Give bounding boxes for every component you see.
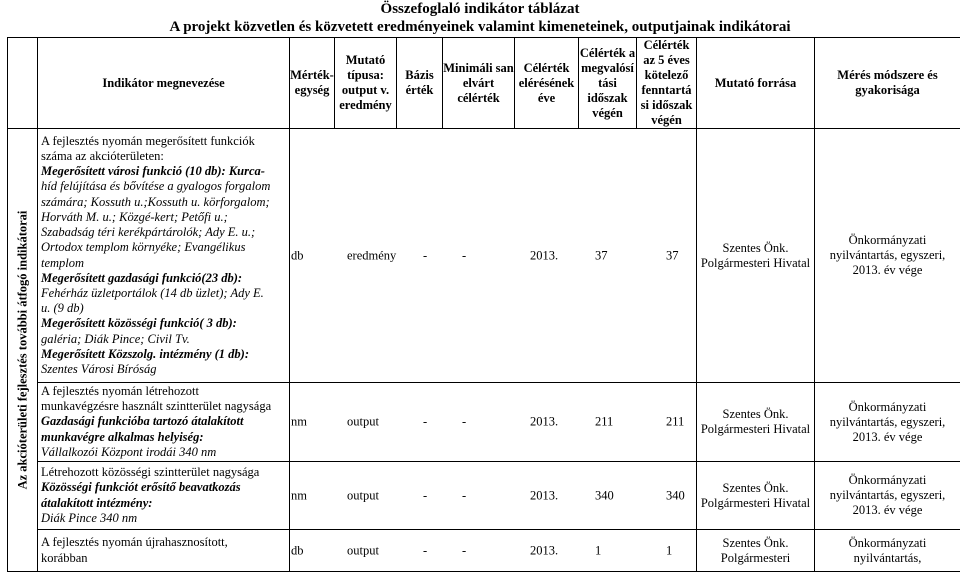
header-row	[8, 38, 960, 129]
description-line: száma az akcióterületen:	[41, 149, 286, 164]
indicator-description	[38, 530, 290, 572]
table-row	[8, 383, 960, 462]
method-cell: Önkormányzati nyilvántartás, egyszeri, 2013. év vége	[815, 129, 960, 383]
description-line: A fejlesztés nyomán megerősített funkciók	[41, 134, 286, 149]
base-value: -	[423, 415, 427, 430]
description-line: számára; Kossuth u.;Kossuth u. körforgalom;	[41, 195, 286, 210]
source-cell: Szentes Önk. Polgármesteri	[697, 530, 815, 572]
description-line: galéria; Diák Pince; Civil Tv.	[41, 332, 286, 347]
method-cell: Önkormányzati nyilvántartás,	[815, 530, 960, 572]
header-method: Mérés módszere és gyakorisága	[815, 38, 960, 129]
values-cell	[290, 530, 697, 572]
description-line: Gazdasági funkcióba tartozó átalakított	[41, 414, 286, 429]
description-line: Szabadság téri kerékpártárolók; Ady E. u.;	[41, 225, 286, 240]
description-line: Fehérház üzletportálok (14 db üzlet); Ady E.	[41, 286, 286, 301]
header-unit: Mérték-egység	[290, 38, 335, 129]
type-value: eredmény	[347, 248, 396, 263]
description-line: híd felújítása és bővítése a gyalogos forgalom	[41, 179, 286, 194]
description-line: Horváth M. u.; Közgé-kert; Petőfi u.;	[41, 210, 286, 225]
type-value: output	[347, 415, 379, 430]
target-year-value: 2013.	[530, 248, 558, 263]
table-row	[8, 530, 960, 572]
side-label-cell	[8, 129, 38, 572]
method-cell: Önkormányzati nyilvántartás, egyszeri, 2013. év vége	[815, 462, 960, 530]
description-line: Szentes Városi Bíróság	[41, 362, 286, 377]
description-line: templom	[41, 256, 286, 271]
source-cell: Szentes Önk. Polgármesteri Hivatal	[697, 462, 815, 530]
target-period-end-value: 1	[595, 543, 601, 558]
description-line: munkavégzésre használt szintterület nagysága	[41, 399, 286, 414]
target-5yr-value: 340	[666, 488, 685, 503]
description-line: Ortodox templom környéke; Evangélikus	[41, 240, 286, 255]
description-line: korábban	[41, 551, 286, 566]
indicator-description	[38, 129, 290, 383]
description-line: munkavégre alkalmas helyiség:	[41, 430, 286, 445]
values-cell	[290, 129, 697, 383]
target-period-end-value: 37	[595, 248, 608, 263]
indicator-table	[7, 37, 960, 572]
values-cell	[290, 462, 697, 530]
header-type: Mutató típusa: output v. eredmény	[335, 38, 397, 129]
target-year-value: 2013.	[530, 415, 558, 430]
target-5yr-value: 211	[666, 415, 684, 430]
min-target-value: -	[462, 415, 466, 430]
description-line: Megerősített Közszolg. intézmény (1 db):	[41, 347, 286, 362]
description-line: Közösségi funkciót erősítő beavatkozás	[41, 480, 286, 495]
target-period-end-value: 340	[595, 488, 614, 503]
type-value: output	[347, 488, 379, 503]
target-period-end-value: 211	[595, 415, 613, 430]
method-cell: Önkormányzati nyilvántartás, egyszeri, 2013. év vége	[815, 383, 960, 462]
description-line: átalakított intézmény:	[41, 496, 286, 511]
base-value: -	[423, 248, 427, 263]
side-label: Az akcióterületi fejlesztés további átfogó indikátorai	[15, 211, 30, 490]
header-base: Bázis érték	[397, 38, 443, 129]
description-line: A fejlesztés nyomán létrehozott	[41, 384, 286, 399]
min-target-value: -	[462, 543, 466, 558]
target-year-value: 2013.	[530, 488, 558, 503]
target-year-value: 2013.	[530, 543, 558, 558]
page-subtitle: A projekt közvetlen és közvetett eredményeinek valamint kimeneteinek, outputjainak indikátorai	[0, 19, 960, 35]
base-value: -	[423, 543, 427, 558]
min-target-value: -	[462, 248, 466, 263]
description-line: Vállalkozói Központ irodái 340 nm	[41, 445, 286, 460]
description-line: Megerősített gazdasági funkció(23 db):	[41, 271, 286, 286]
page-title: Összefoglaló indikátor táblázat	[0, 1, 960, 17]
description-line: A fejlesztés nyomán újrahasznosított,	[41, 535, 286, 550]
description-line: u. (9 db)	[41, 301, 286, 316]
table-row	[8, 129, 960, 383]
header-target-period-end: Célérték a megvalósí tási időszak végén	[579, 38, 637, 129]
description-line: Megerősített közösségi funkció( 3 db):	[41, 316, 286, 331]
values-cell	[290, 383, 697, 462]
indicator-description	[38, 383, 290, 462]
min-target-value: -	[462, 488, 466, 503]
header-corner	[8, 38, 38, 129]
base-value: -	[423, 488, 427, 503]
header-source: Mutató forrása	[697, 38, 815, 129]
description-line: Megerősített városi funkció (10 db): Kurca-	[41, 164, 286, 179]
unit-value: nm	[291, 415, 307, 430]
description-line: Diák Pince 340 nm	[41, 511, 286, 526]
type-value: output	[347, 543, 379, 558]
description-line: Létrehozott közösségi szintterület nagysága	[41, 465, 286, 480]
header-name: Indikátor megnevezése	[38, 38, 290, 129]
unit-value: nm	[291, 488, 307, 503]
header-target-5yr: Célérték az 5 éves kötelező fenntartá si időszak végén	[637, 38, 697, 129]
source-cell: Szentes Önk. Polgármesteri Hivatal	[697, 383, 815, 462]
header-target-year: Célérték elérésének éve	[515, 38, 579, 129]
target-5yr-value: 37	[666, 248, 679, 263]
unit-value: db	[291, 248, 304, 263]
indicator-description	[38, 462, 290, 530]
target-5yr-value: 1	[666, 543, 672, 558]
source-cell: Szentes Önk. Polgármesteri Hivatal	[697, 129, 815, 383]
unit-value: db	[291, 543, 304, 558]
header-min-target: Minimáli san elvárt célérték	[443, 38, 515, 129]
table-row	[8, 462, 960, 530]
